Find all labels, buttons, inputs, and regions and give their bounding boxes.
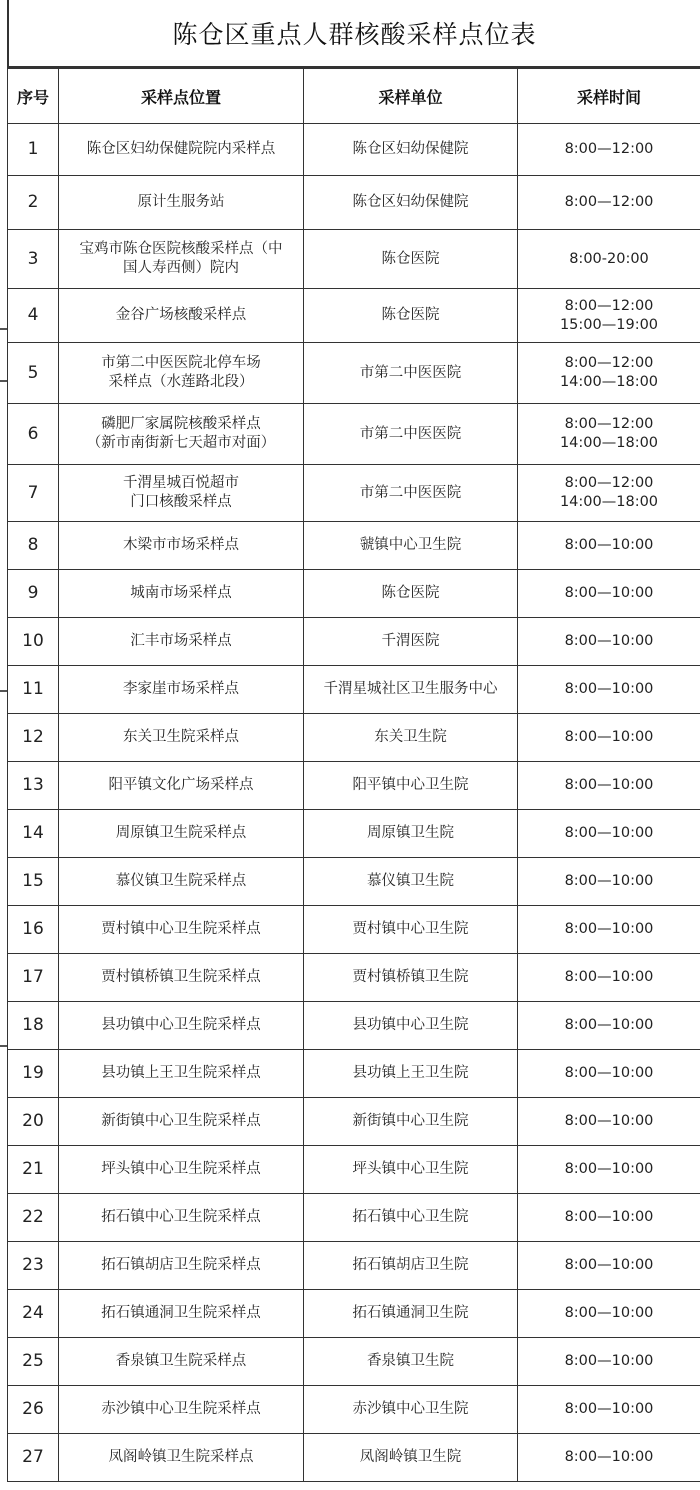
- unit-cell: 县功镇上王卫生院: [304, 1050, 518, 1098]
- row-number-cell: 23: [8, 1242, 59, 1290]
- location-cell: [59, 666, 304, 714]
- location-cell: [59, 1242, 304, 1290]
- unit-cell: 凤阁岭镇卫生院: [304, 1434, 518, 1482]
- time-cell-line: 15:00—19:00: [559, 316, 659, 333]
- table-row: [8, 666, 700, 714]
- location-cell: [59, 176, 304, 230]
- location-cell: [59, 1002, 304, 1050]
- table-row: [8, 404, 700, 465]
- location-cell-line: 坪头镇中心卫生院采样点: [101, 1161, 261, 1177]
- location-cell: [59, 858, 304, 906]
- row-number-cell: 4: [8, 289, 59, 343]
- row-number-cell: 19: [8, 1050, 59, 1098]
- location-cell: [59, 1434, 304, 1482]
- column-header-unit: 采样单位: [304, 69, 518, 124]
- unit-cell: 虢镇中心卫生院: [304, 522, 518, 570]
- time-cell: [518, 1290, 700, 1338]
- time-cell-line: 8:00—10:00: [564, 1401, 654, 1417]
- row-number-cell: 27: [8, 1434, 59, 1482]
- time-cell: [518, 906, 700, 954]
- location-cell-line: 县功镇中心卫生院采样点: [101, 1017, 261, 1033]
- table-row: [8, 1290, 700, 1338]
- unit-cell: 周原镇卫生院: [304, 810, 518, 858]
- table-row: [8, 1146, 700, 1194]
- time-cell-line: 8:00—10:00: [564, 585, 654, 601]
- location-cell-line: 贾村镇桥镇卫生院采样点: [101, 969, 261, 985]
- location-cell: [59, 762, 304, 810]
- time-cell-line: 8:00—12:00: [564, 141, 654, 157]
- column-header-number: 序号: [8, 69, 59, 124]
- unit-cell: 坪头镇中心卫生院: [304, 1146, 518, 1194]
- row-number-cell: 7: [8, 465, 59, 522]
- row-number-cell: 18: [8, 1002, 59, 1050]
- location-cell-line: 贾村镇中心卫生院采样点: [101, 921, 261, 937]
- location-cell-line: 赤沙镇中心卫生院采样点: [101, 1401, 261, 1417]
- location-cell: [59, 810, 304, 858]
- row-number-cell: 25: [8, 1338, 59, 1386]
- location-cell-line: （新市南街新七天超市对面）: [86, 435, 276, 451]
- row-number-cell: 11: [8, 666, 59, 714]
- time-cell: [518, 1338, 700, 1386]
- time-cell-line: 8:00—12:00: [564, 194, 654, 210]
- location-cell-line: 拓石镇中心卫生院采样点: [101, 1209, 261, 1225]
- location-cell-line: 阳平镇文化广场采样点: [108, 777, 254, 793]
- unit-cell: 陈仓医院: [304, 289, 518, 343]
- table-row: [8, 1386, 700, 1434]
- time-cell-line: 8:00—10:00: [564, 1113, 654, 1129]
- row-number-cell: 6: [8, 404, 59, 465]
- left-edge-marks: [0, 0, 7, 1490]
- table-row: [8, 1002, 700, 1050]
- unit-cell: 陈仓医院: [304, 570, 518, 618]
- row-number-cell: 3: [8, 230, 59, 289]
- location-cell: [59, 1098, 304, 1146]
- time-cell-line: 8:00—10:00: [564, 873, 654, 889]
- unit-cell: 东关卫生院: [304, 714, 518, 762]
- time-cell-line: 8:00—12:00: [564, 475, 654, 491]
- row-number-cell: 10: [8, 618, 59, 666]
- time-cell: [518, 666, 700, 714]
- location-cell-line: 千渭星城百悦超市: [123, 475, 239, 491]
- time-cell-line: 8:00—10:00: [564, 1017, 654, 1033]
- time-cell-line: 8:00—10:00: [564, 681, 654, 697]
- table-row: [8, 618, 700, 666]
- table-row: [8, 762, 700, 810]
- table-row: [8, 1242, 700, 1290]
- time-cell: [518, 230, 700, 289]
- time-cell-line: 14:00—18:00: [559, 435, 659, 451]
- location-cell: [59, 1386, 304, 1434]
- sampling-sites-table: [7, 68, 700, 1482]
- table-row: [8, 858, 700, 906]
- time-cell-line: 8:00—10:00: [564, 1353, 654, 1369]
- unit-cell: 新街镇中心卫生院: [304, 1098, 518, 1146]
- table-row: [8, 1050, 700, 1098]
- table-row: [8, 1434, 700, 1482]
- title-row: [7, 0, 700, 68]
- location-cell: [59, 404, 304, 465]
- location-cell-line: 陈仓区妇幼保健院院内采样点: [86, 141, 276, 157]
- row-number-cell: 16: [8, 906, 59, 954]
- time-cell-line: 8:00—12:00: [564, 355, 654, 371]
- time-cell-line: 14:00—18:00: [559, 494, 659, 510]
- time-cell-line: 8:00—12:00: [564, 416, 654, 432]
- location-cell-line: 采样点（水莲路北段）: [108, 374, 254, 390]
- row-number-cell: 26: [8, 1386, 59, 1434]
- location-cell: [59, 522, 304, 570]
- row-number-cell: 12: [8, 714, 59, 762]
- location-cell-line: 木梁市市场采样点: [123, 537, 239, 553]
- location-cell: [59, 1050, 304, 1098]
- location-cell-line: 磷肥厂家属院核酸采样点: [101, 416, 261, 432]
- location-cell-line: 县功镇上王卫生院采样点: [101, 1065, 261, 1081]
- time-cell-line: 8:00—10:00: [564, 1449, 654, 1465]
- time-cell-line: 8:00—10:00: [564, 1305, 654, 1321]
- time-cell-line: 8:00—10:00: [564, 537, 654, 553]
- time-cell: [518, 343, 700, 404]
- unit-cell: 拓石镇中心卫生院: [304, 1194, 518, 1242]
- location-cell-line: 国人寿西侧）院内: [123, 260, 239, 276]
- time-cell: [518, 618, 700, 666]
- page-title: 陈仓区重点人群核酸采样点位表: [172, 20, 537, 49]
- location-cell: [59, 465, 304, 522]
- time-cell: [518, 1050, 700, 1098]
- location-cell-line: 慕仪镇卫生院采样点: [115, 873, 247, 889]
- unit-cell: 拓石镇胡店卫生院: [304, 1242, 518, 1290]
- table-row: [8, 1194, 700, 1242]
- table-row: [8, 230, 700, 289]
- location-cell-line: 城南市场采样点: [130, 585, 232, 601]
- location-cell: [59, 1338, 304, 1386]
- location-cell: [59, 289, 304, 343]
- time-cell: [518, 570, 700, 618]
- location-cell: [59, 1290, 304, 1338]
- time-cell: [518, 1002, 700, 1050]
- time-cell: [518, 762, 700, 810]
- unit-cell: 贾村镇中心卫生院: [304, 906, 518, 954]
- table-header-row: [8, 69, 700, 124]
- location-cell-line: 拓石镇通洞卫生院采样点: [101, 1305, 261, 1321]
- row-number-cell: 2: [8, 176, 59, 230]
- time-cell-line: 8:00—10:00: [564, 825, 654, 841]
- location-cell: [59, 1194, 304, 1242]
- location-cell-line: 拓石镇胡店卫生院采样点: [101, 1257, 261, 1273]
- location-cell: [59, 343, 304, 404]
- row-number-cell: 22: [8, 1194, 59, 1242]
- unit-cell: 市第二中医医院: [304, 343, 518, 404]
- location-cell-line: 市第二中医医院北停车场: [101, 355, 261, 371]
- unit-cell: 市第二中医医院: [304, 465, 518, 522]
- unit-cell: 千渭医院: [304, 618, 518, 666]
- time-cell: [518, 176, 700, 230]
- time-cell-line: 8:00—10:00: [564, 777, 654, 793]
- location-cell-line: 金谷广场核酸采样点: [115, 307, 247, 323]
- location-cell: [59, 570, 304, 618]
- row-number-cell: 13: [8, 762, 59, 810]
- time-cell: [518, 1386, 700, 1434]
- location-cell-line: 东关卫生院采样点: [123, 729, 239, 745]
- time-cell: [518, 1434, 700, 1482]
- unit-cell: 陈仓区妇幼保健院: [304, 176, 518, 230]
- table-row: [8, 906, 700, 954]
- time-cell-line: 8:00—10:00: [564, 1257, 654, 1273]
- unit-cell: 赤沙镇中心卫生院: [304, 1386, 518, 1434]
- row-number-cell: 17: [8, 954, 59, 1002]
- location-cell-line: 门口核酸采样点: [130, 494, 232, 510]
- column-header-time: 采样时间: [518, 69, 700, 124]
- location-cell-line: 李家崖市场采样点: [123, 681, 239, 697]
- time-cell: [518, 1242, 700, 1290]
- time-cell-line: 8:00—10:00: [564, 1065, 654, 1081]
- table-row: [8, 465, 700, 522]
- location-cell-line: 凤阁岭镇卫生院采样点: [108, 1449, 254, 1465]
- unit-cell: 阳平镇中心卫生院: [304, 762, 518, 810]
- time-cell: [518, 1146, 700, 1194]
- edge-mark: [0, 328, 7, 330]
- time-cell: [518, 954, 700, 1002]
- time-cell: [518, 465, 700, 522]
- location-cell: [59, 954, 304, 1002]
- time-cell: [518, 714, 700, 762]
- location-cell: [59, 1146, 304, 1194]
- row-number-cell: 5: [8, 343, 59, 404]
- time-cell-line: 8:00—10:00: [564, 1161, 654, 1177]
- time-cell-line: 8:00—10:00: [564, 921, 654, 937]
- unit-cell: 贾村镇桥镇卫生院: [304, 954, 518, 1002]
- table-row: [8, 343, 700, 404]
- table-row: [8, 176, 700, 230]
- row-number-cell: 14: [8, 810, 59, 858]
- location-cell: [59, 906, 304, 954]
- row-number-cell: 21: [8, 1146, 59, 1194]
- edge-mark: [0, 1045, 7, 1047]
- time-cell-line: 8:00—10:00: [564, 1209, 654, 1225]
- location-cell-line: 香泉镇卫生院采样点: [115, 1353, 247, 1369]
- unit-cell: 千渭星城社区卫生服务中心: [304, 666, 518, 714]
- unit-cell: 市第二中医医院: [304, 404, 518, 465]
- table-row: [8, 714, 700, 762]
- time-cell-line: 8:00—12:00: [564, 297, 654, 314]
- table-body: [8, 124, 700, 1482]
- unit-cell: 陈仓医院: [304, 230, 518, 289]
- table-row: [8, 522, 700, 570]
- row-number-cell: 20: [8, 1098, 59, 1146]
- location-cell-line: 原计生服务站: [137, 194, 225, 210]
- unit-cell: 香泉镇卫生院: [304, 1338, 518, 1386]
- column-header-location: 采样点位置: [59, 69, 304, 124]
- location-cell-line: 新街镇中心卫生院采样点: [101, 1113, 261, 1129]
- time-cell: [518, 289, 700, 343]
- row-number-cell: 9: [8, 570, 59, 618]
- time-cell: [518, 404, 700, 465]
- time-cell: [518, 124, 700, 176]
- location-cell-line: 汇丰市场采样点: [130, 633, 232, 649]
- unit-cell: 拓石镇通洞卫生院: [304, 1290, 518, 1338]
- row-number-cell: 1: [8, 124, 59, 176]
- location-cell: [59, 230, 304, 289]
- table-row: [8, 289, 700, 343]
- unit-cell: 慕仪镇卫生院: [304, 858, 518, 906]
- table-row: [8, 1098, 700, 1146]
- location-cell-line: 宝鸡市陈仓医院核酸采样点（中: [79, 241, 283, 257]
- table-row: [8, 810, 700, 858]
- unit-cell: 县功镇中心卫生院: [304, 1002, 518, 1050]
- location-cell: [59, 124, 304, 176]
- time-cell: [518, 858, 700, 906]
- time-cell: [518, 1098, 700, 1146]
- location-cell: [59, 618, 304, 666]
- time-cell-line: 8:00—10:00: [564, 969, 654, 985]
- time-cell: [518, 810, 700, 858]
- location-cell: [59, 714, 304, 762]
- row-number-cell: 15: [8, 858, 59, 906]
- time-cell-line: 8:00-20:00: [569, 250, 649, 267]
- edge-mark: [0, 380, 7, 382]
- edge-mark: [0, 690, 7, 692]
- table-row: [8, 124, 700, 176]
- table-row: [8, 570, 700, 618]
- time-cell-line: 8:00—10:00: [564, 633, 654, 649]
- time-cell: [518, 522, 700, 570]
- unit-cell: 陈仓区妇幼保健院: [304, 124, 518, 176]
- row-number-cell: 24: [8, 1290, 59, 1338]
- time-cell: [518, 1194, 700, 1242]
- time-cell-line: 8:00—10:00: [564, 729, 654, 745]
- document-sheet: [7, 0, 700, 1490]
- time-cell-line: 14:00—18:00: [559, 374, 659, 390]
- row-number-cell: 8: [8, 522, 59, 570]
- location-cell-line: 周原镇卫生院采样点: [115, 825, 247, 841]
- table-row: [8, 1338, 700, 1386]
- table-row: [8, 954, 700, 1002]
